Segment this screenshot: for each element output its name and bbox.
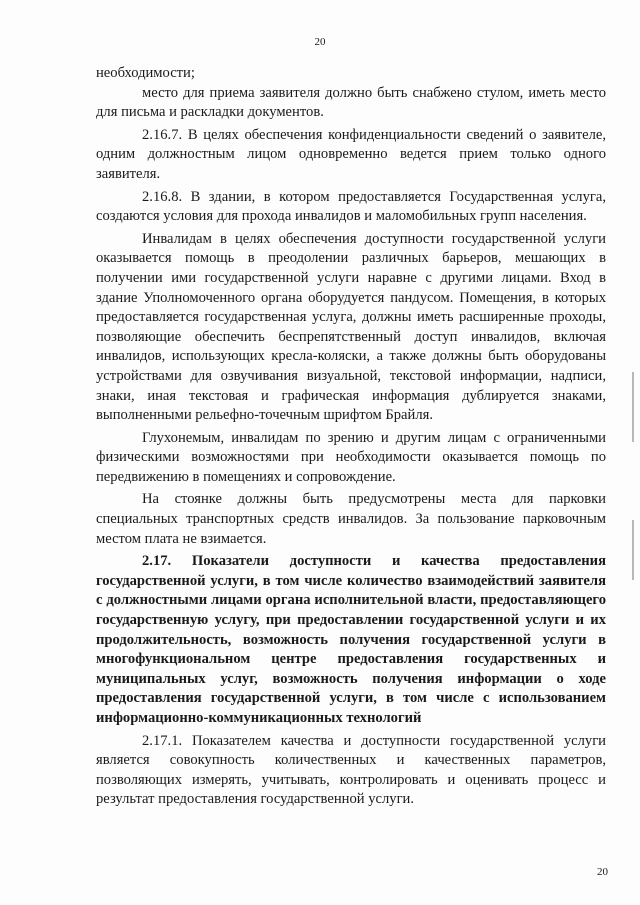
paragraph-seat-requirements: место для приема заявителя должно быть снабжено стулом, иметь место для письма и раскладки документов.: [96, 84, 606, 121]
scan-margin-mark: [632, 372, 634, 442]
paragraph-disabled-access: Инвалидам в целях обеспечения доступности государственной услуги оказывается помощь в преодолении различных барьеров, мешающих в получении ими государственной услуги наравне с другими лицами. Вход в здание Уполномоченного органа оборудуется пандусом. Помещения, в которых предоставляется государственная услуга, должны иметь расширенные проходы, позволяющие обеспечить беспрепятственный доступ инвалидов, включая инвалидов, использующих кресла-коляски, а также должны быть оборудованы устройствами для озвучивания визуальной, текстовой информации, надписи, знаки, иная текстовая и графическая информация дублируется знаками, выполненными рельефно-точечным шрифтом Брайля.: [96, 230, 606, 424]
document-body: [96, 64, 606, 810]
section-heading-2-17: 2.17. Показатели доступности и качества предоставления государственной услуги, в том числе количество взаимодействий заявителя с должностными лицами органа исполнительной власти, предоставляющего государственную услугу, при предоставлении государственной услуги и их продолжительность, возможность получения государственной услуги в многофункциональном центре предоставления государственных и муниципальных услуг, возможность получения информации о ходе предоставления государственной услуги, в том числе с использованием информационно-коммуникационных технологий: [96, 553, 606, 726]
paragraph-2-16-7: 2.16.7. В целях обеспечения конфиденциальности сведений о заявителе, одним должностным лицом одновременно ведется прием только одного заявителя.: [96, 126, 606, 182]
paragraph-continuation: необходимости;: [96, 65, 195, 81]
paragraph-2-16-8: 2.16.8. В здании, в котором предоставляется Государственная услуга, создаются условия для прохода инвалидов и маломобильных групп населения.: [96, 188, 606, 225]
scan-margin-mark: [632, 520, 634, 580]
paragraph-parking: На стоянке должны быть предусмотрены места для парковки специальных транспортных средств инвалидов. За пользование парковочным местом плата не взимается.: [96, 491, 606, 547]
page-number-bottom: 20: [597, 866, 608, 878]
page-number-top: 20: [314, 36, 326, 48]
paragraph-deaf-blind-help: Глухонемым, инвалидам по зрению и другим лицам с ограниченными физическими возможностями при необходимости оказывается помощь по передвижению в помещениях и сопровождение.: [96, 429, 606, 485]
paragraph-2-17-1: 2.17.1. Показателем качества и доступности государственной услуги является совокупность количественных и качественных параметров, позволяющих измерять, учитывать, контролировать и оценивать процесс и результат предоставления государственной услуги.: [96, 732, 606, 808]
